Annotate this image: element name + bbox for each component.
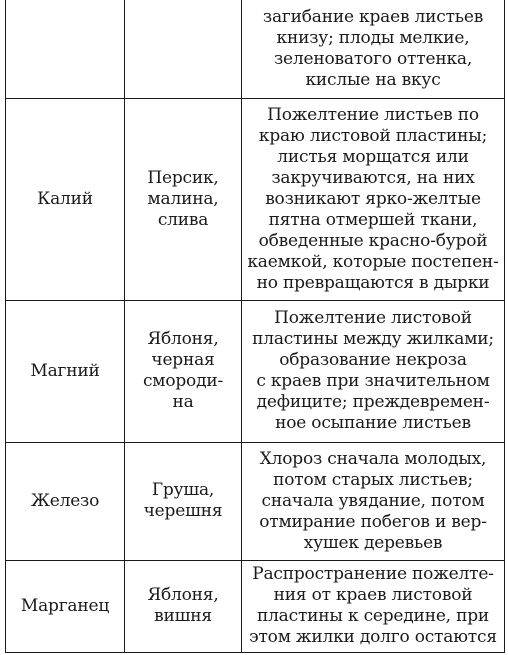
- element-name: Железо: [30, 490, 100, 511]
- symptom-line: потом старых листьев;: [273, 469, 473, 490]
- element-cell: [6, 300, 125, 442]
- symptom-line: с краев при значительном: [256, 371, 490, 391]
- symptom-line: хушек деревьев: [303, 532, 443, 553]
- symptom-line: образование некроза: [279, 350, 467, 370]
- table-row: [6, 560, 505, 652]
- symptoms-cell: [242, 442, 505, 560]
- table-row: [6, 0, 505, 98]
- element-cell: [6, 442, 125, 560]
- plants-cell: [125, 442, 242, 560]
- symptom-line: листья морщатся или: [277, 146, 469, 167]
- plant-line: черная: [151, 350, 215, 370]
- symptom-line: Пожелтение листьев по: [267, 104, 479, 125]
- table-row: [6, 98, 505, 300]
- symptom-line: дефиците; преждевремен-: [256, 392, 490, 412]
- symptom-line: Пожелтение листовой: [274, 308, 472, 328]
- symptom-line: Хлороз сначала молодых,: [259, 448, 487, 469]
- plant-line: смороди-: [142, 371, 224, 391]
- symptom-line: обведенные красно-бурой: [258, 230, 488, 251]
- symptom-line: Распространение пожелте-: [252, 564, 494, 584]
- symptom-line: книзу; плоды мелкие,: [276, 27, 470, 48]
- symptoms-cell: [242, 300, 505, 442]
- symptom-line: пятна отмершей ткани,: [268, 209, 478, 230]
- element-cell: [6, 560, 125, 652]
- symptom-line: загибание краев листьев: [262, 6, 484, 27]
- symptom-line: ния от краев листовой: [273, 585, 473, 605]
- plant-line: вишня: [154, 606, 212, 626]
- symptom-line: отмирание побегов и вер-: [259, 511, 487, 532]
- plants-cell: [125, 98, 242, 300]
- element-name: Марганец: [20, 595, 110, 616]
- symptom-line: возникают ярко-желтые: [265, 188, 481, 209]
- element-name: Калий: [37, 188, 93, 209]
- symptom-line: кислые на вкус: [305, 69, 441, 90]
- plant-line: на: [172, 392, 194, 412]
- plant-line: Груша,: [151, 480, 215, 500]
- plants-cell: [125, 0, 242, 98]
- plants-cell: [125, 560, 242, 652]
- plant-line: Яблоня,: [147, 329, 219, 349]
- deficiency-table: [5, 0, 505, 653]
- symptom-line: этом жилки долго остаются: [249, 627, 497, 647]
- plant-line: слива: [157, 209, 209, 230]
- symptom-line: краю листовой пластины;: [258, 125, 488, 146]
- symptom-line: но превращаются в дырки: [256, 272, 490, 293]
- symptoms-cell: [242, 560, 505, 652]
- plant-line: малина,: [147, 188, 219, 209]
- symptom-line: ное осыпание листьев: [275, 413, 471, 433]
- symptom-line: пластины между жилками;: [252, 329, 494, 349]
- plants-cell: [125, 300, 242, 442]
- symptoms-cell: [242, 98, 505, 300]
- symptoms-cell: [242, 0, 505, 98]
- element-name: Магний: [30, 360, 100, 381]
- table-row: [6, 442, 505, 560]
- plant-line: Персик,: [147, 167, 219, 188]
- symptom-line: закручиваются, на них: [271, 167, 475, 188]
- table-row: [6, 300, 505, 442]
- element-cell: [6, 98, 125, 300]
- symptom-line: сначала увядание, потом: [261, 490, 485, 511]
- symptom-line: зеленоватого оттенка,: [273, 48, 473, 69]
- element-cell: [6, 0, 125, 98]
- symptom-line: пластины к середине, при: [256, 606, 490, 626]
- plant-line: черешня: [143, 501, 223, 521]
- plant-line: Яблоня,: [147, 585, 219, 605]
- symptom-line: каемкой, которые постепен-: [247, 251, 499, 272]
